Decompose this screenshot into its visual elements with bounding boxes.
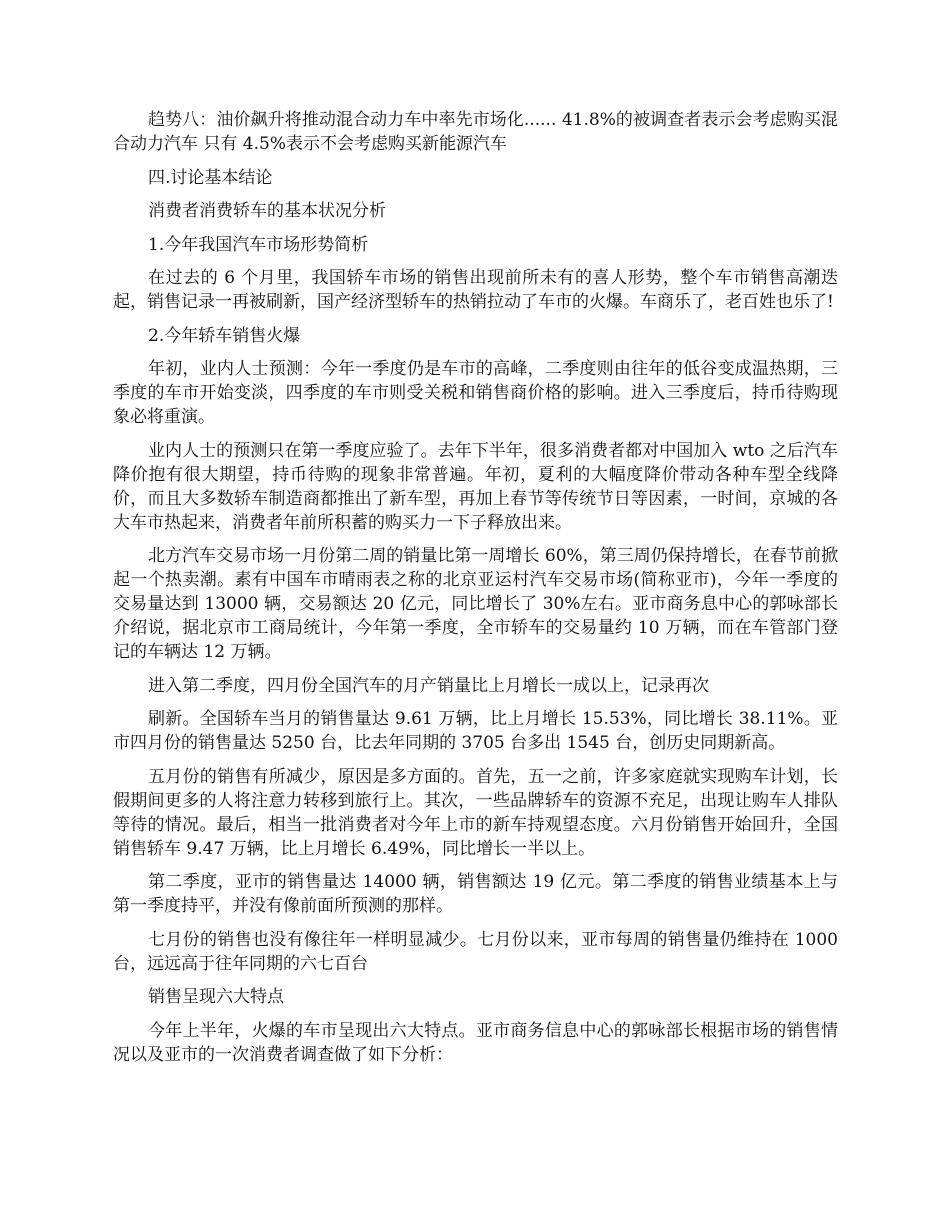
paragraph-trend-eight: 趋势八：油价飙升将推动混合动力车中率先市场化...... 41.8%的被调查者表示会考虑购买混合动力汽车 只有 4.5%表示不会考虑购买新能源汽车 <box>113 110 838 154</box>
paragraph-second-quarter-intro: 进入第二季度，四月份全国汽车的月产销量比上月增长一成以上，记录再次 <box>148 675 709 696</box>
paragraph-may-june: 五月份的销售有所减少，原因是多方面的。首先，五一之前，许多家庭就实现购车计划，长假期间更多的人将注意力转移到旅行上。其次，一些品牌轿车的资源不充足，出现让购车人排队等待的情况。最后，相当一批消费者对今年上市的新车持观望态度。六月份销售开始回升，全国销售轿车 9.47 万辆，比上月增长 6.49%，同比增长一半以上。 <box>113 766 838 859</box>
paragraph-past-six-months: 在过去的 6 个月里，我国轿车市场的销售出现前所未有的喜人形势，整个车市销售高潮迭起，销售记录一再被刷新，国产经济型轿车的热销拉动了车市的火爆。车商乐了，老百姓也乐了! <box>113 268 838 312</box>
section-heading-conclusions: 四.讨论基本结论 <box>148 167 273 188</box>
subheading-market-overview: 1.今年我国汽车市场形势简析 <box>148 234 369 255</box>
subheading-sales-boom: 2.今年轿车销售火爆 <box>148 325 301 346</box>
document-page <box>113 108 838 1076</box>
paragraph-first-quarter: 业内人士的预测只在第一季度应验了。去年下半年，很多消费者都对中国加入 wto 之后汽车降价抱有很大期望，持币待购的现象非常普遍。年初，夏利的大幅度降价带动各种车型全线降价，而且大多数轿车制造商都推出了新车型，再加上春节等传统节日等因素，一时间，京城的各大车市热起来，消费者年前所积蓄的购买力一下子释放出来。 <box>113 440 838 533</box>
paragraph-industry-forecast: 年初，业内人士预测：今年一季度仍是车市的高峰，二季度则由往年的低谷变成温热期，三季度的车市开始变淡，四季度的车市则受关税和销售商价格的影响。进入三季度后，持币待购现象必将重演。 <box>113 359 838 427</box>
subheading-consumer-analysis: 消费者消费轿车的基本状况分析 <box>148 201 386 221</box>
paragraph-northern-market: 北方汽车交易市场一月份第二周的销量比第一周增长 60%，第三周仍保持增长，在春节前掀起一个热卖潮。素有中国车市晴雨表之称的北京亚运村汽车交易市场(简称亚市)，今年一季度的交易量达到 13000 辆，交易额达 20 亿元，同比增长了 30%左右。亚市商务息中心的郭咏部长介绍说，据北京市工商局统计，今年第一季度，全市轿车的交易量约 10 万辆，而在车管部门登记的车辆达 12 万辆。 <box>113 546 838 662</box>
paragraph-second-quarter-results: 第二季度，亚市的销售量达 14000 辆，销售额达 19 亿元。第二季度的销售业绩基本上与第一季度持平，并没有像前面所预测的那样。 <box>113 872 838 916</box>
paragraph-april-record: 刷新。全国轿车当月的销售量达 9.61 万辆，比上月增长 15.53%，同比增长 38.11%。亚市四月份的销售量达 5250 台，比去年同期的 3705 台多出 1545 台，创历史同期新高。 <box>113 709 838 753</box>
paragraph-july-sales: 七月份的销售也没有像往年一样明显减少。七月份以来，亚市每周的销售量仍维持在 1000 台，远远高于往年同期的六七百台 <box>113 929 838 974</box>
subheading-six-features: 销售呈现六大特点 <box>148 987 284 1007</box>
paragraph-six-features-intro: 今年上半年，火爆的车市呈现出六大特点。亚市商务信息中心的郭咏部长根据市场的销售情况以及亚市的一次消费者调查做了如下分析： <box>113 1020 838 1065</box>
